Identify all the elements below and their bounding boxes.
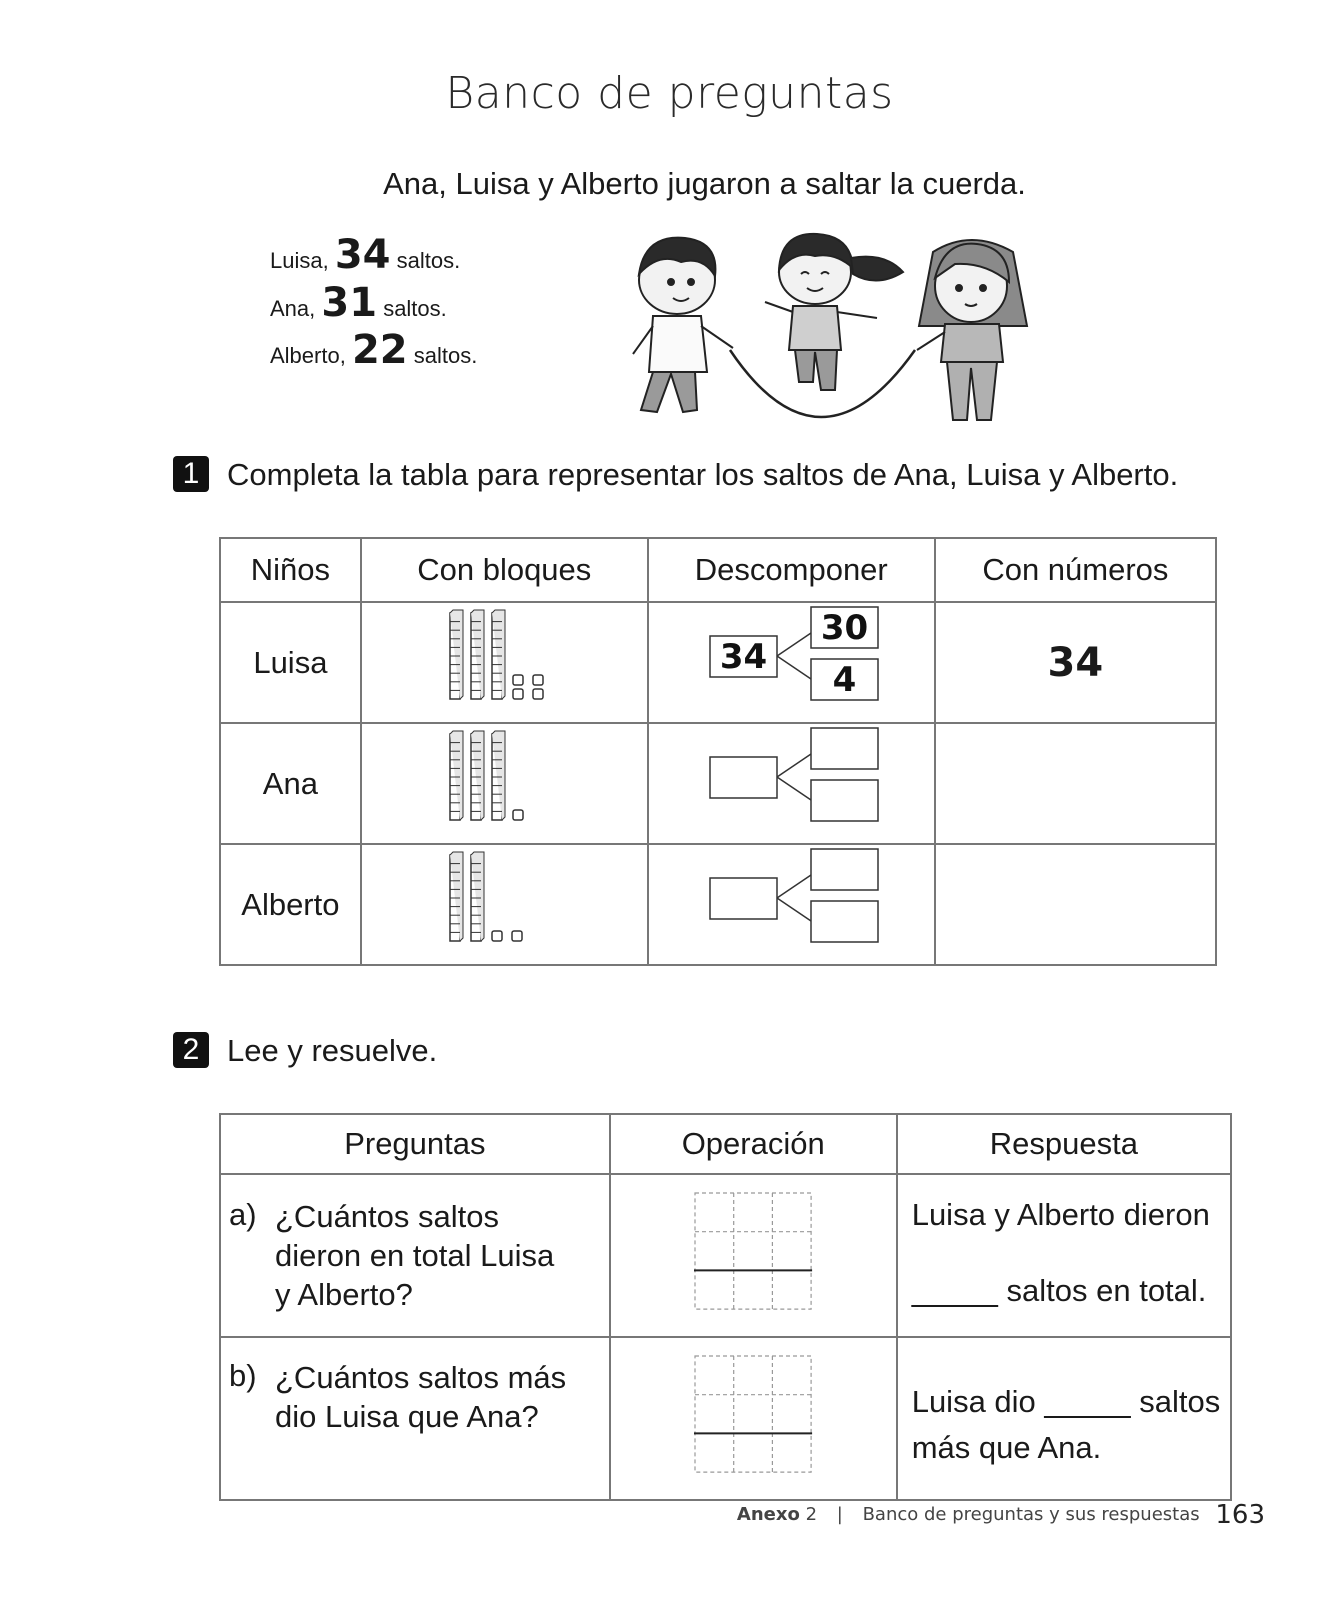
grid-cells — [695, 1193, 811, 1309]
unit-cube — [492, 931, 502, 941]
table-row — [220, 844, 1216, 965]
header-operacion: Operación — [610, 1114, 897, 1174]
number-answer-blank[interactable] — [935, 723, 1216, 844]
ten-rod — [471, 852, 484, 941]
unit-cube — [512, 931, 522, 941]
header-con-bloques: Con bloques — [361, 538, 648, 602]
header-descomponer: Descomponer — [648, 538, 935, 602]
ten-rod — [471, 610, 484, 699]
units-box[interactable] — [811, 780, 878, 821]
base-ten-blocks — [362, 603, 647, 714]
ten-rod — [450, 852, 463, 941]
intro-text: Ana, Luisa y Alberto jugaron a saltar la cuerda. — [383, 166, 1026, 201]
header-preguntas: Preguntas — [220, 1114, 610, 1174]
unit-cube — [513, 675, 523, 685]
unit-cube — [513, 810, 523, 820]
jump-line-luisa — [270, 232, 460, 278]
child-name: Alberto — [220, 844, 361, 965]
answer-line: _____ saltos en total. — [911, 1273, 1207, 1308]
page-title: Banco de preguntas — [445, 68, 894, 119]
ten-rod — [471, 731, 484, 820]
total-box[interactable] — [710, 878, 777, 919]
footer-section: Anexo — [736, 1504, 800, 1525]
question-number-1: 1 — [173, 456, 209, 492]
number-answer-blank[interactable] — [935, 844, 1216, 965]
question-line: y Alberto? — [275, 1277, 413, 1312]
question-2-text: Lee y resuelve. — [227, 1033, 438, 1068]
ten-rod — [450, 610, 463, 699]
decomposition-diagram[interactable] — [649, 845, 934, 956]
question-letter: b) — [229, 1358, 257, 1393]
operation-grid[interactable] — [611, 1175, 896, 1328]
total-value: 34 — [719, 637, 767, 677]
question-1-text: Completa la tabla para representar los saltos de Ana, Luisa y Alberto. — [227, 457, 1179, 492]
tens-box[interactable] — [811, 849, 878, 890]
footer-separator: | — [836, 1504, 843, 1525]
jump-name: Alberto, — [270, 343, 346, 368]
ten-rod — [450, 731, 463, 820]
ten-rod — [492, 610, 505, 699]
jump-unit: saltos. — [396, 248, 461, 273]
page-number: 163 — [1215, 1500, 1265, 1530]
unit-cube — [513, 689, 523, 699]
decomposition-diagram — [649, 603, 934, 714]
jump-value: 34 — [334, 232, 391, 278]
jump-value: 31 — [321, 280, 378, 326]
header-ninos: Niños — [220, 538, 361, 602]
table-row — [220, 1174, 1231, 1337]
jump-unit: saltos. — [413, 343, 478, 368]
grid-cells — [695, 1356, 811, 1472]
table-row — [220, 723, 1216, 844]
ten-rod — [492, 731, 505, 820]
representation-table — [219, 537, 1217, 966]
question-number-2: 2 — [173, 1032, 209, 1068]
units-value: 4 — [832, 660, 857, 700]
problems-table — [219, 1113, 1232, 1501]
table-row — [220, 602, 1216, 723]
header-respuesta: Respuesta — [897, 1114, 1231, 1174]
child-name: Ana — [220, 723, 361, 844]
total-box[interactable] — [710, 757, 777, 798]
jump-name: Luisa, — [270, 248, 329, 273]
question-line: dio Luisa que Ana? — [275, 1399, 539, 1434]
jump-line-ana — [270, 280, 447, 326]
table-row — [220, 1337, 1231, 1500]
jump-name: Ana, — [270, 296, 316, 321]
answer-line: más que Ana. — [911, 1430, 1102, 1465]
question-line: ¿Cuántos saltos — [275, 1199, 499, 1234]
question-letter: a) — [229, 1197, 257, 1232]
question-line: ¿Cuántos saltos más — [275, 1360, 567, 1395]
jump-unit: saltos. — [383, 296, 447, 321]
base-ten-blocks — [362, 845, 647, 956]
child-name: Luisa — [220, 602, 361, 723]
question-line: dieron en total Luisa — [275, 1238, 555, 1273]
units-box[interactable] — [811, 901, 878, 942]
jump-rope-illustration — [615, 222, 1045, 437]
answer-line: Luisa y Alberto dieron — [911, 1197, 1210, 1232]
base-ten-blocks — [362, 724, 647, 835]
operation-grid[interactable] — [611, 1338, 896, 1491]
answer-line: Luisa dio _____ saltos — [911, 1384, 1221, 1419]
tens-box[interactable] — [811, 728, 878, 769]
unit-cube — [533, 689, 543, 699]
decomposition-diagram[interactable] — [649, 724, 934, 835]
jump-value: 22 — [351, 327, 408, 373]
page-footer — [737, 1500, 1265, 1530]
tens-value: 30 — [820, 608, 868, 648]
footer-label: Banco de preguntas y sus respuestas — [862, 1504, 1200, 1525]
header-con-numeros: Con números — [935, 538, 1216, 602]
unit-cube — [533, 675, 543, 685]
number-answer: 34 — [1047, 639, 1104, 686]
footer-section-number: 2 — [805, 1504, 818, 1525]
jump-line-alberto — [270, 327, 477, 373]
